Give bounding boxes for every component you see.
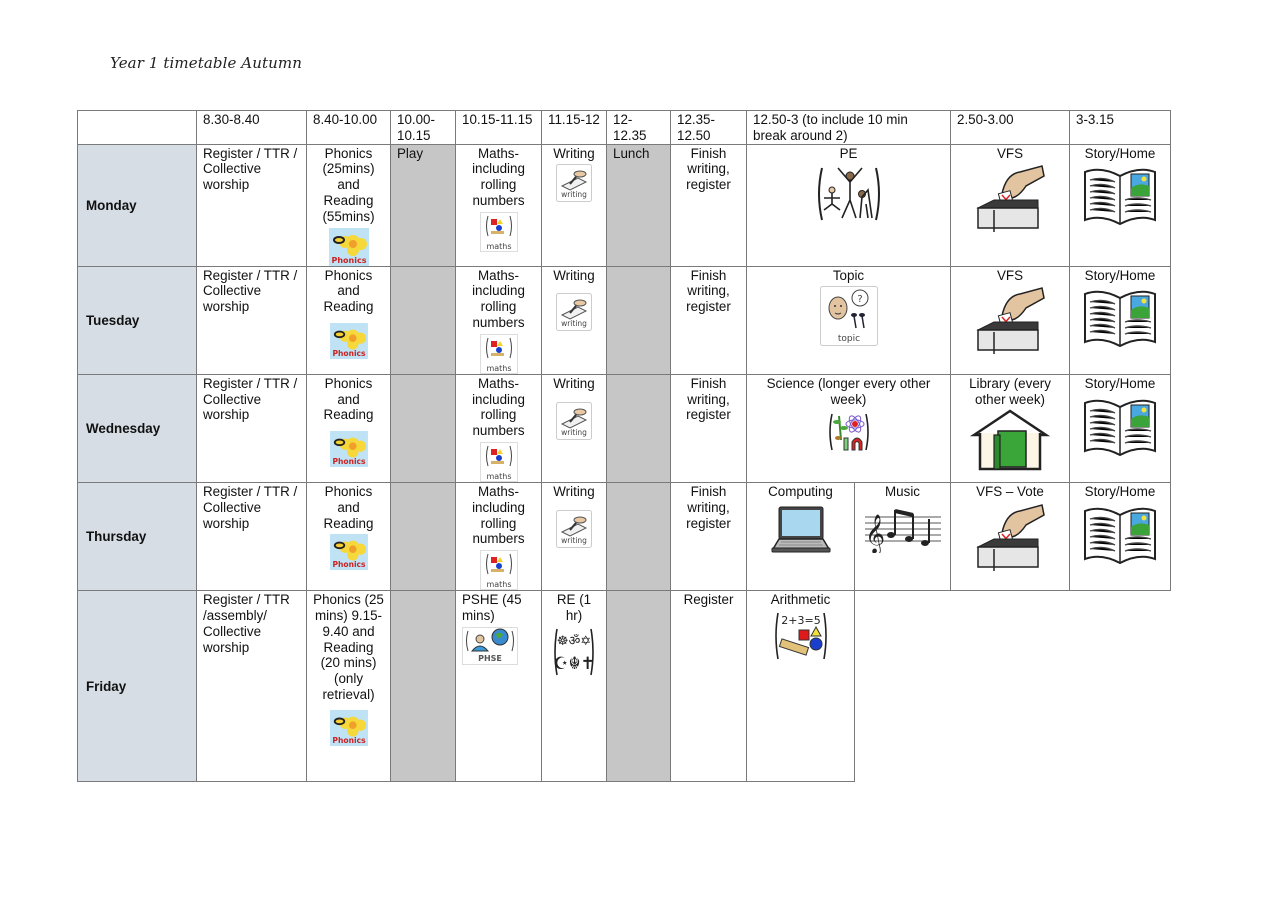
cell-writing xyxy=(542,266,607,374)
cell-music xyxy=(855,482,951,590)
svg-text:maths: maths xyxy=(485,363,512,373)
cell-text: Writing xyxy=(553,375,595,391)
cell-maths xyxy=(456,144,542,266)
svg-text:maths: maths xyxy=(485,471,512,481)
row-wednesday xyxy=(78,374,1171,482)
cell-text: Story/Home xyxy=(1084,145,1156,161)
library-house-book-icon xyxy=(970,409,1050,471)
cell-maths xyxy=(456,266,542,374)
phonics-bee-flower-icon xyxy=(329,228,369,266)
cell-phonics xyxy=(307,144,391,266)
svg-text:2+3=5: 2+3=5 xyxy=(780,613,821,627)
cell-lunch-break xyxy=(607,591,671,782)
header-time: 8.40-10.00 xyxy=(307,111,391,145)
document-title: Year 1 timetable Autumn xyxy=(110,54,302,72)
cell-afternoon xyxy=(747,374,951,482)
cell-maths xyxy=(456,482,542,590)
cell-text: VFS xyxy=(996,267,1024,283)
cell-lunch: Lunch xyxy=(607,144,671,266)
cell-text: PE xyxy=(839,145,858,161)
cell-text: Story/Home xyxy=(1084,375,1156,391)
day-label: Wednesday xyxy=(78,374,197,482)
svg-text:writing: writing xyxy=(561,319,587,329)
svg-text:writing: writing xyxy=(561,535,587,545)
cell-text: Phonics and Reading xyxy=(323,267,374,315)
cell-play: Play xyxy=(391,144,456,266)
cell-register: Register / TTR / Collective worship xyxy=(197,144,307,266)
cell-text: Phonics and Reading xyxy=(323,375,374,423)
topic-thinking-icon xyxy=(820,286,878,346)
phonics-bee-flower-icon xyxy=(330,431,368,467)
writing-symbol-icon xyxy=(556,402,592,440)
science-icon xyxy=(827,410,871,454)
row-friday xyxy=(78,591,1171,782)
svg-text:Phonics: Phonics xyxy=(331,560,366,570)
cell-play-break xyxy=(391,591,456,782)
cell-lunch-break xyxy=(607,482,671,590)
svg-text:☪☬✝: ☪☬✝ xyxy=(553,653,595,674)
maths-symbol-icon xyxy=(480,550,518,590)
writing-symbol-icon xyxy=(556,510,592,548)
cell-story xyxy=(1070,266,1171,374)
maths-symbol-icon xyxy=(480,212,518,252)
cell-finish: Finish writing, register xyxy=(671,374,747,482)
music-notes-icon xyxy=(865,503,941,553)
row-monday xyxy=(78,144,1171,266)
cell-register: Register / TTR /assembly/ Collective worship xyxy=(197,591,307,782)
open-book-icon xyxy=(1081,395,1159,459)
cell-writing xyxy=(542,374,607,482)
maths-symbol-icon xyxy=(480,334,518,374)
empty-space xyxy=(855,591,1171,782)
cell-play-break xyxy=(391,374,456,482)
cell-pshe xyxy=(456,591,542,782)
svg-text:Phonics: Phonics xyxy=(331,255,366,265)
cell-phonics xyxy=(307,482,391,590)
writing-symbol-icon xyxy=(556,293,592,331)
header-corner xyxy=(78,111,197,145)
header-time: 8.30-8.40 xyxy=(197,111,307,145)
cell-text: Maths- including rolling numbers xyxy=(472,483,525,547)
cell-phonics xyxy=(307,591,391,782)
header-time: 12.35-12.50 xyxy=(671,111,747,145)
cell-re xyxy=(542,591,607,782)
cell-play-break xyxy=(391,266,456,374)
cell-writing xyxy=(542,144,607,266)
cell-maths xyxy=(456,374,542,482)
cell-writing xyxy=(542,482,607,590)
header-time: 10.15-11.15 xyxy=(456,111,542,145)
row-tuesday xyxy=(78,266,1171,374)
svg-text:Phonics: Phonics xyxy=(331,349,366,359)
cell-finish: Finish writing, register xyxy=(671,144,747,266)
svg-text:Phonics: Phonics xyxy=(331,457,366,467)
cell-register: Register / TTR / Collective worship xyxy=(197,482,307,590)
svg-text:Phonics: Phonics xyxy=(331,735,366,745)
cell-text: Music xyxy=(885,483,920,499)
svg-text:maths: maths xyxy=(485,580,512,590)
svg-text:☸ॐ✡: ☸ॐ✡ xyxy=(556,633,592,649)
cell-phonics xyxy=(307,266,391,374)
cell-register: Register / TTR / Collective worship xyxy=(197,266,307,374)
ballot-box-vote-icon xyxy=(972,286,1048,356)
cell-text: Phonics (25mins) and Reading (55mins) xyxy=(322,145,375,224)
cell-text: Maths- including rolling numbers xyxy=(472,145,525,208)
row-thursday xyxy=(78,482,1171,590)
cell-afternoon xyxy=(747,144,951,266)
svg-text:𝄞: 𝄞 xyxy=(864,513,885,553)
cell-text: Maths- including rolling numbers xyxy=(472,375,525,439)
cell-library xyxy=(951,374,1070,482)
cell-lunch-break xyxy=(607,266,671,374)
religions-symbols-icon xyxy=(553,627,595,677)
svg-text:PHSE: PHSE xyxy=(478,653,502,663)
laptop-icon xyxy=(769,503,833,555)
cell-text: Phonics (25 mins) 9.15-9.40 and Reading (20 mins) (only retrieval) xyxy=(313,592,384,702)
cell-story xyxy=(1070,482,1171,590)
cell-text: Writing xyxy=(553,145,595,161)
svg-text:writing: writing xyxy=(561,427,587,437)
header-time: 11.15-12 xyxy=(542,111,607,145)
cell-text: Arithmetic xyxy=(770,592,831,608)
day-label: Tuesday xyxy=(78,266,197,374)
cell-arithmetic xyxy=(747,591,855,782)
cell-text: Phonics and Reading xyxy=(323,483,374,531)
cell-text: Computing xyxy=(768,483,833,499)
day-label: Monday xyxy=(78,144,197,266)
ballot-box-vote-icon xyxy=(972,164,1048,234)
cell-text: VFS – Vote xyxy=(976,483,1044,499)
cell-text: VFS xyxy=(996,145,1024,161)
cell-register: Register / TTR / Collective worship xyxy=(197,374,307,482)
cell-finish: Finish writing, register xyxy=(671,266,747,374)
day-label: Thursday xyxy=(78,482,197,590)
cell-lunch-break xyxy=(607,374,671,482)
open-book-icon xyxy=(1081,164,1159,228)
header-time: 12-12.35 xyxy=(607,111,671,145)
ballot-box-vote-icon xyxy=(972,503,1048,573)
cell-text: Writing xyxy=(553,483,595,499)
svg-text:topic: topic xyxy=(837,334,860,345)
open-book-icon xyxy=(1081,286,1159,350)
cell-register-pm: Register xyxy=(671,591,747,782)
cell-text: Story/Home xyxy=(1084,483,1156,499)
cell-afternoon xyxy=(747,266,951,374)
header-time: 2.50-3.00 xyxy=(951,111,1070,145)
svg-text:maths: maths xyxy=(485,241,512,251)
cell-text: RE (1 hr) xyxy=(556,592,592,623)
cell-text: Writing xyxy=(553,267,595,283)
cell-text: Topic xyxy=(832,267,865,283)
header-row xyxy=(78,111,1171,145)
header-time: 3-3.15 xyxy=(1070,111,1171,145)
pshe-symbol-icon xyxy=(462,627,518,665)
cell-text: Science (longer every other week) xyxy=(766,375,931,407)
day-label: Friday xyxy=(78,591,197,782)
cell-text: PSHE (45 mins) xyxy=(462,592,522,623)
cell-computing xyxy=(747,482,855,590)
cell-vfs xyxy=(951,144,1070,266)
phonics-bee-flower-icon xyxy=(330,323,368,359)
cell-text: Library (every other week) xyxy=(969,375,1051,407)
pe-figures-icon xyxy=(816,164,882,224)
maths-symbol-icon xyxy=(480,442,518,482)
cell-finish: Finish writing, register xyxy=(671,482,747,590)
cell-vfs-vote xyxy=(951,482,1070,590)
phonics-bee-flower-icon xyxy=(330,534,368,570)
svg-text:?: ? xyxy=(856,294,863,306)
cell-play-break xyxy=(391,482,456,590)
cell-story xyxy=(1070,374,1171,482)
cell-vfs xyxy=(951,266,1070,374)
timetable xyxy=(77,110,1171,782)
writing-symbol-icon xyxy=(556,164,592,202)
header-time: 10.00-10.15 xyxy=(391,111,456,145)
cell-story xyxy=(1070,144,1171,266)
arithmetic-shapes-icon xyxy=(772,611,830,661)
header-time: 12.50-3 (to include 10 min break around 2) xyxy=(747,111,951,145)
cell-text: Story/Home xyxy=(1084,267,1156,283)
svg-text:writing: writing xyxy=(561,190,587,200)
cell-text: Maths- including rolling numbers xyxy=(472,267,525,330)
open-book-icon xyxy=(1081,503,1159,567)
phonics-bee-flower-icon xyxy=(330,709,368,747)
cell-phonics xyxy=(307,374,391,482)
